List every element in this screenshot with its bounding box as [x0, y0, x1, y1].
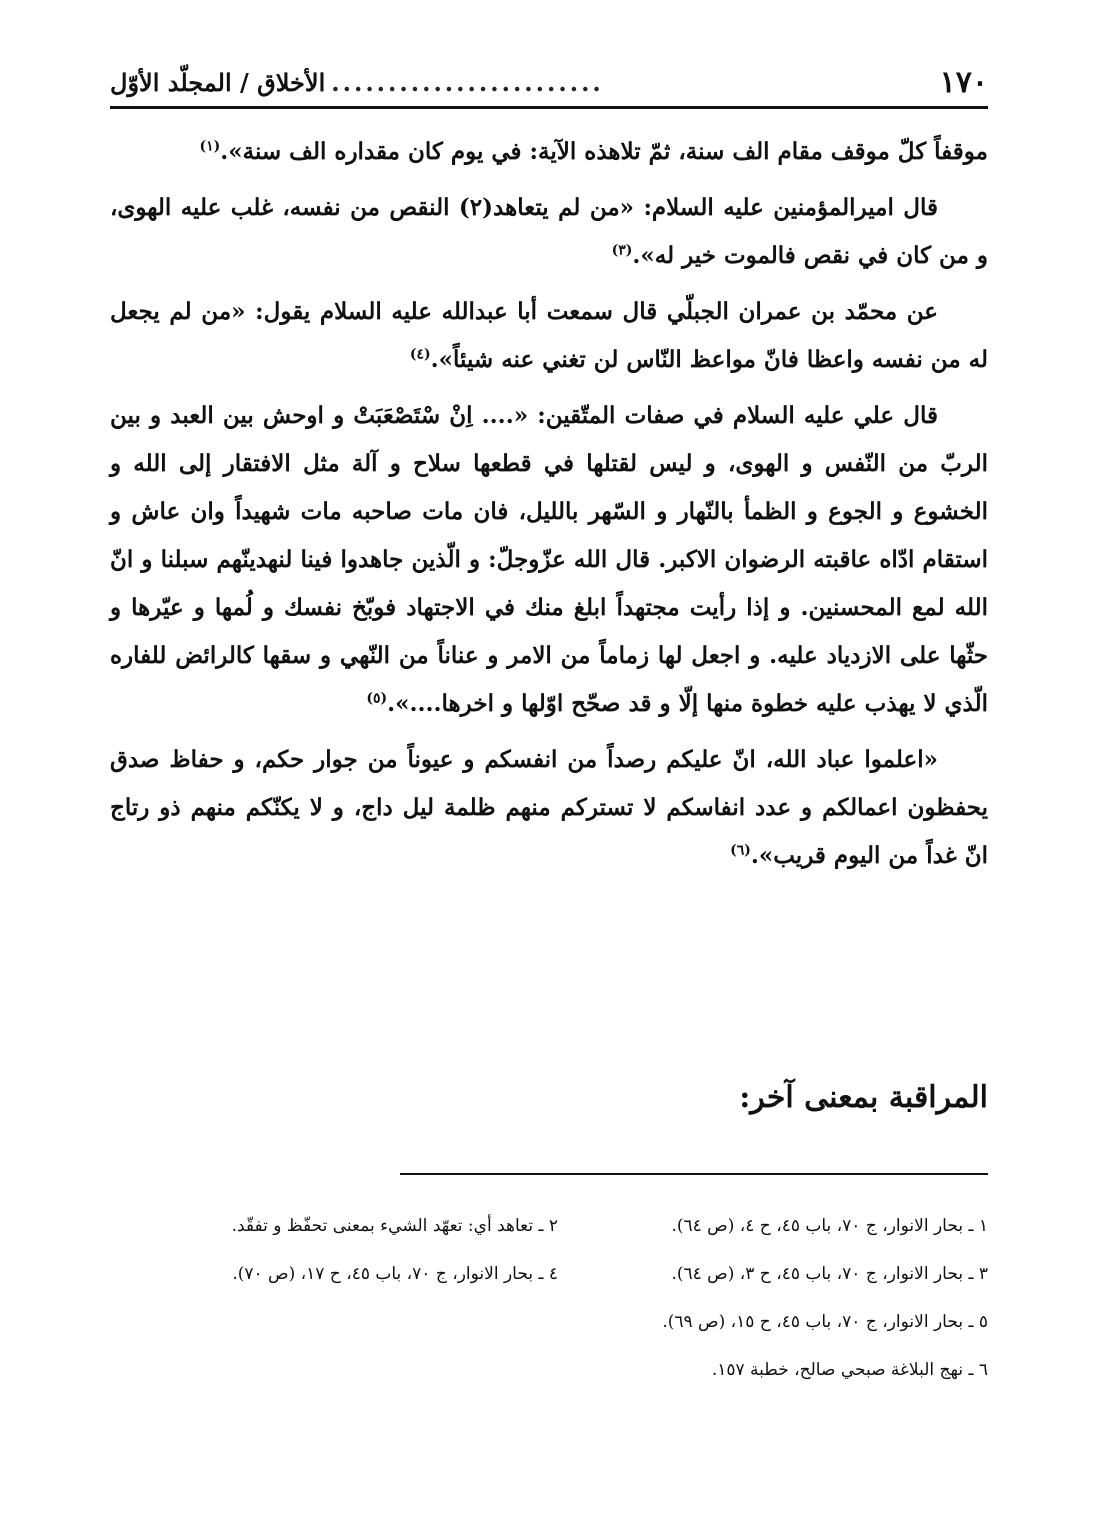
footnote-row: [110, 1250, 988, 1298]
paragraph: [110, 128, 988, 176]
paragraph-text: عن محمّد بن عمران الجبلّي قال سمعت أبا عبدالله عليه السلام يقول: «من لم يجعل له من نفسه واعظا فانّ مواعظ النّاس لن تغني عنه شيئاً».: [110, 298, 988, 373]
footnotes: [110, 1202, 988, 1394]
page-header: [110, 62, 988, 102]
body-text: [110, 128, 988, 888]
footnote-1: ١ ـ بحار الانوار، ج ٧٠، باب ٤٥، ح ٤، (ص ٦٤).: [671, 1216, 988, 1236]
leader-dots: ........................: [331, 67, 604, 97]
paragraph-text: «اعلموا عباد الله، انّ عليكم رصداً من انفسكم و عيوناً من جوار حكم، و حفاظ صدق يحفظون اعمالكم و عدد انفاسكم لا تستركم منهم ظلمة ليل داج، و لا يكنّكم منهم ذو رتاج انّ غداً من اليوم قريب».: [110, 746, 988, 869]
paragraph: [110, 736, 988, 880]
footnote-ref: (٤): [409, 346, 431, 363]
running-title: الأخلاق / المجلّد الأوّل: [110, 67, 326, 97]
book-page: [110, 40, 988, 1500]
footnote-3: ٣ ـ بحار الانوار، ج ٧٠، باب ٤٥، ح ٣، (ص ٦٤).: [671, 1264, 988, 1284]
footnote-4: ٤ ـ بحار الانوار، ج ٧٠، باب ٤٥، ح ١٧، (ص ٧٠).: [232, 1264, 558, 1284]
footnote-row: [110, 1346, 988, 1394]
footnote-6: ٦ ـ نهج البلاغة صبحي صالح، خطبة ١٥٧.: [711, 1360, 988, 1380]
page-number: ١٧٠: [939, 64, 988, 100]
section-title: المراقبة بمعنى آخر:: [739, 1080, 988, 1115]
footnote-ref: (٥): [366, 690, 388, 707]
paragraph: [110, 184, 988, 280]
paragraph-text: موقفاً كلّ موقف مقام الف سنة، ثمّ تلاهذه الآية: في يوم كان مقداره الف سنة».: [220, 138, 988, 165]
footnote-ref: (٣): [611, 242, 633, 259]
header-rule: [110, 106, 988, 109]
footnote-5: ٥ ـ بحار الانوار، ج ٧٠، باب ٤٥، ح ١٥، (ص ٦٩).: [662, 1312, 988, 1332]
paragraph: [110, 288, 988, 384]
paragraph: [110, 392, 988, 728]
footnote-2: ٢ ـ تعاهد أي: تعهّد الشيء بمعنى تحفّظ و تفقّد.: [231, 1216, 558, 1236]
footnote-rule: [400, 1173, 988, 1175]
paragraph-text: قال اميرالمؤمنين عليه السلام: «من لم يتعاهد(٢) النقص من نفسه، غلب عليه الهوى، و من كان في نقص فالموت خير له».: [110, 194, 988, 269]
footnote-ref: (١): [199, 138, 221, 155]
footnote-ref: (٦): [730, 842, 751, 859]
footnote-row: [110, 1298, 988, 1346]
paragraph-text: قال علي عليه السلام في صفات المتّقين: «.... اِنْ سْتَصْعَبَتْ و اوحش بين العبد و بين الربّ من النّفس و الهوى، و ليس لقتلها في قطعها سلاح و آلة مثل الافتقار إلى الله و الخشوع و الجوع و الظمأ بالنّهار و السّهر بالليل، فان مات صاحبه مات شهيداً وان عاش و استقام ادّاه عاقبته الرضوان الاكبر. قال الله عزّوجلّ: و الّذين جاهدوا فينا لنهدينّهم سبلنا و انّ الله لمع المحسنين. و إذا رأيت مجتهداً ابلغ منك في الاجتهاد فوبّخ نفسك و لُمها و عيّرها و حثّها على الازدياد عليه. و اجعل لها زماماً من الامر و عناناً من النّهي و سقها كالرائض للفاره الّذي لا يهذب عليه خطوة منها إلّا و قد صحّح اوّلها و اخرها....».: [110, 402, 988, 717]
running-title-block: [110, 68, 604, 97]
footnote-row: [110, 1202, 988, 1250]
